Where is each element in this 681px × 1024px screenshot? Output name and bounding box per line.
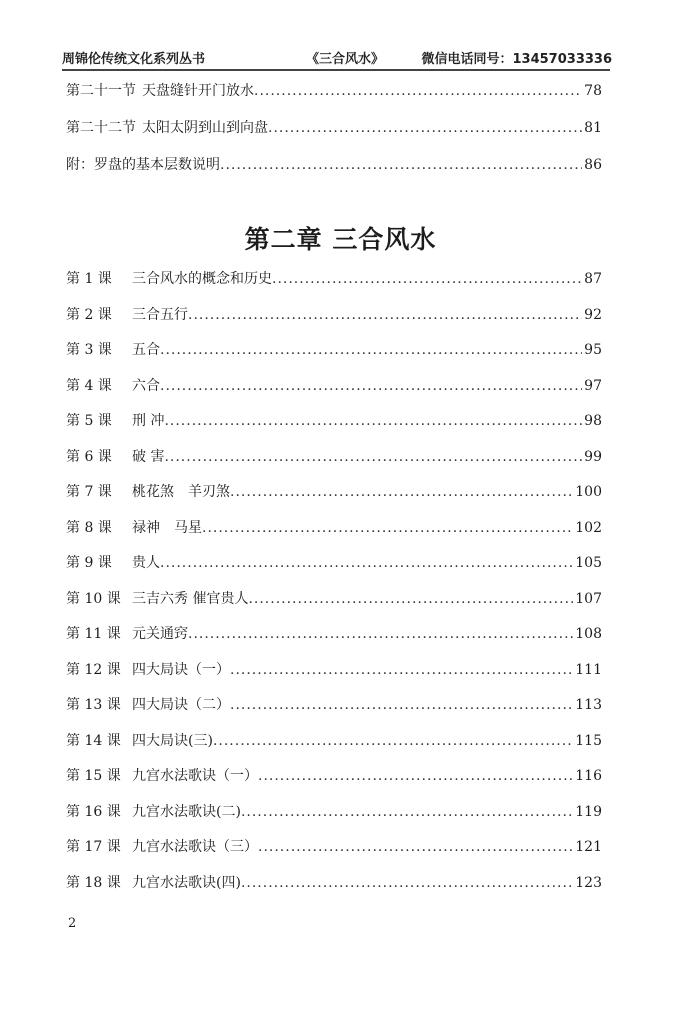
lesson-page: 105 xyxy=(575,555,602,571)
leader-dots xyxy=(188,626,573,642)
leader-dots xyxy=(220,157,582,173)
toc-lesson[interactable] xyxy=(66,304,602,324)
toc-lesson[interactable] xyxy=(66,552,602,572)
lesson-title: 三合五行 xyxy=(132,306,188,323)
toc-lesson[interactable] xyxy=(66,446,602,466)
leader-dots xyxy=(160,555,573,571)
lesson-number: 第 11 课 xyxy=(66,626,121,642)
lesson-page: 87 xyxy=(584,271,602,287)
lesson-title: 桃花煞 羊刃煞 xyxy=(132,484,230,500)
lesson-page: 92 xyxy=(584,306,602,323)
toc-lesson[interactable] xyxy=(66,268,602,288)
leader-dots xyxy=(241,875,573,891)
leader-dots xyxy=(258,768,573,784)
lesson-page: 108 xyxy=(575,626,602,642)
toc-lesson[interactable] xyxy=(66,801,602,821)
leader-dots xyxy=(254,83,582,99)
contact-info: 微信电话同号：13457033336 xyxy=(421,52,612,67)
lesson-page: 121 xyxy=(575,839,602,855)
lesson-page: 111 xyxy=(575,661,602,678)
leader-dots xyxy=(164,449,582,465)
leader-dots xyxy=(188,307,582,323)
lesson-title: 贵人 xyxy=(132,555,160,571)
leader-dots xyxy=(258,839,573,855)
lesson-title: 九宫水法歌诀(四) xyxy=(132,874,241,891)
leader-dots xyxy=(230,697,573,713)
toc-section-top xyxy=(66,80,602,174)
lesson-number: 第 2 课 xyxy=(66,306,112,323)
lesson-title: 破 害 xyxy=(132,448,165,465)
lesson-page: 107 xyxy=(575,590,602,607)
lesson-number: 第 17 课 xyxy=(66,839,121,855)
toc-lesson[interactable] xyxy=(66,730,602,750)
page-number: 2 xyxy=(68,916,77,931)
entry-label: 第二十二节 xyxy=(66,120,136,136)
lesson-title: 九宫水法歌诀(二) xyxy=(132,803,241,820)
lesson-page: 97 xyxy=(584,377,602,394)
lesson-title: 四大局诀（二） xyxy=(132,697,230,713)
toc-lesson[interactable] xyxy=(66,694,602,714)
lesson-number: 第 15 课 xyxy=(66,768,121,784)
lesson-number: 第 8 课 xyxy=(66,519,112,536)
lesson-title: 元关通窍 xyxy=(132,626,188,642)
leader-dots xyxy=(202,520,573,536)
leader-dots xyxy=(213,733,573,749)
header-rule xyxy=(62,69,610,71)
lesson-number: 第 7 课 xyxy=(66,484,112,500)
toc-lesson[interactable] xyxy=(66,765,602,785)
running-header xyxy=(62,38,612,67)
lesson-title: 四大局诀（一） xyxy=(132,661,230,678)
entry-page: 86 xyxy=(584,157,602,173)
lesson-page: 123 xyxy=(575,874,602,891)
toc-entry[interactable] xyxy=(66,80,602,100)
leader-dots xyxy=(164,413,582,429)
leader-dots xyxy=(160,378,582,394)
entry-title: 罗盘的基本层数说明 xyxy=(94,157,220,173)
lesson-page: 98 xyxy=(584,413,602,429)
entry-title: 太阳太阴到山到向盘 xyxy=(142,120,268,136)
toc-lesson[interactable] xyxy=(66,659,602,679)
lesson-title: 三吉六秀 催官贵人 xyxy=(132,590,249,607)
lesson-page: 113 xyxy=(575,697,602,713)
lesson-title: 九宫水法歌诀（一） xyxy=(132,768,258,784)
lesson-page: 102 xyxy=(575,519,602,536)
lesson-title: 九宫水法歌诀（三） xyxy=(132,839,258,855)
lesson-number: 第 9 课 xyxy=(66,555,112,571)
toc-lessons xyxy=(66,268,602,892)
lesson-title: 禄神 马星 xyxy=(132,519,202,536)
lesson-page: 99 xyxy=(584,448,602,465)
toc-lesson[interactable] xyxy=(66,517,602,537)
entry-title: 天盘缝针开门放水 xyxy=(142,83,254,99)
lesson-number: 第 3 课 xyxy=(66,342,112,358)
lesson-number: 第 5 课 xyxy=(66,413,112,429)
leader-dots xyxy=(248,591,573,607)
lesson-page: 100 xyxy=(575,484,602,500)
series-title: 周锦伦传统文化系列丛书 xyxy=(62,52,206,67)
leader-dots xyxy=(241,804,573,820)
leader-dots xyxy=(160,342,582,358)
lesson-page: 95 xyxy=(584,342,602,358)
lesson-title: 三合风水的概念和历史 xyxy=(132,271,272,287)
lesson-number: 第 1 课 xyxy=(66,271,112,287)
toc-entry[interactable] xyxy=(66,117,602,137)
leader-dots xyxy=(230,662,573,678)
toc-lesson[interactable] xyxy=(66,872,602,892)
lesson-number: 第 10 课 xyxy=(66,590,121,607)
lesson-title: 刑 冲 xyxy=(132,413,165,429)
toc-lesson[interactable] xyxy=(66,623,602,643)
toc-lesson[interactable] xyxy=(66,375,602,395)
toc-lesson[interactable] xyxy=(66,588,602,608)
toc-lesson[interactable] xyxy=(66,339,602,359)
lesson-title: 五合 xyxy=(132,342,160,358)
lesson-number: 第 4 课 xyxy=(66,377,112,394)
lesson-number: 第 14 课 xyxy=(66,732,121,749)
leader-dots xyxy=(230,484,573,500)
lesson-page: 115 xyxy=(575,732,602,749)
lesson-number: 第 13 课 xyxy=(66,697,121,713)
entry-page: 81 xyxy=(584,120,602,136)
entry-page: 78 xyxy=(584,83,602,99)
toc-entry[interactable] xyxy=(66,154,602,174)
lesson-page: 119 xyxy=(575,803,602,820)
lesson-title: 四大局诀(三) xyxy=(132,732,213,749)
leader-dots xyxy=(272,271,582,287)
chapter-title: 第二章 三合风水 xyxy=(244,225,437,254)
lesson-page: 116 xyxy=(575,768,602,784)
toc-lesson[interactable] xyxy=(66,836,602,856)
toc-lesson[interactable] xyxy=(66,481,602,501)
lesson-number: 第 18 课 xyxy=(66,874,121,891)
lesson-number: 第 16 课 xyxy=(66,803,121,820)
leader-dots xyxy=(268,120,582,136)
toc-lesson[interactable] xyxy=(66,410,602,430)
book-title: 《三合风水》 xyxy=(306,52,385,67)
lesson-number: 第 12 课 xyxy=(66,661,121,678)
lesson-title: 六合 xyxy=(132,377,160,394)
entry-label: 附： xyxy=(66,157,94,173)
entry-label: 第二十一节 xyxy=(66,83,136,99)
lesson-number: 第 6 课 xyxy=(66,448,112,465)
